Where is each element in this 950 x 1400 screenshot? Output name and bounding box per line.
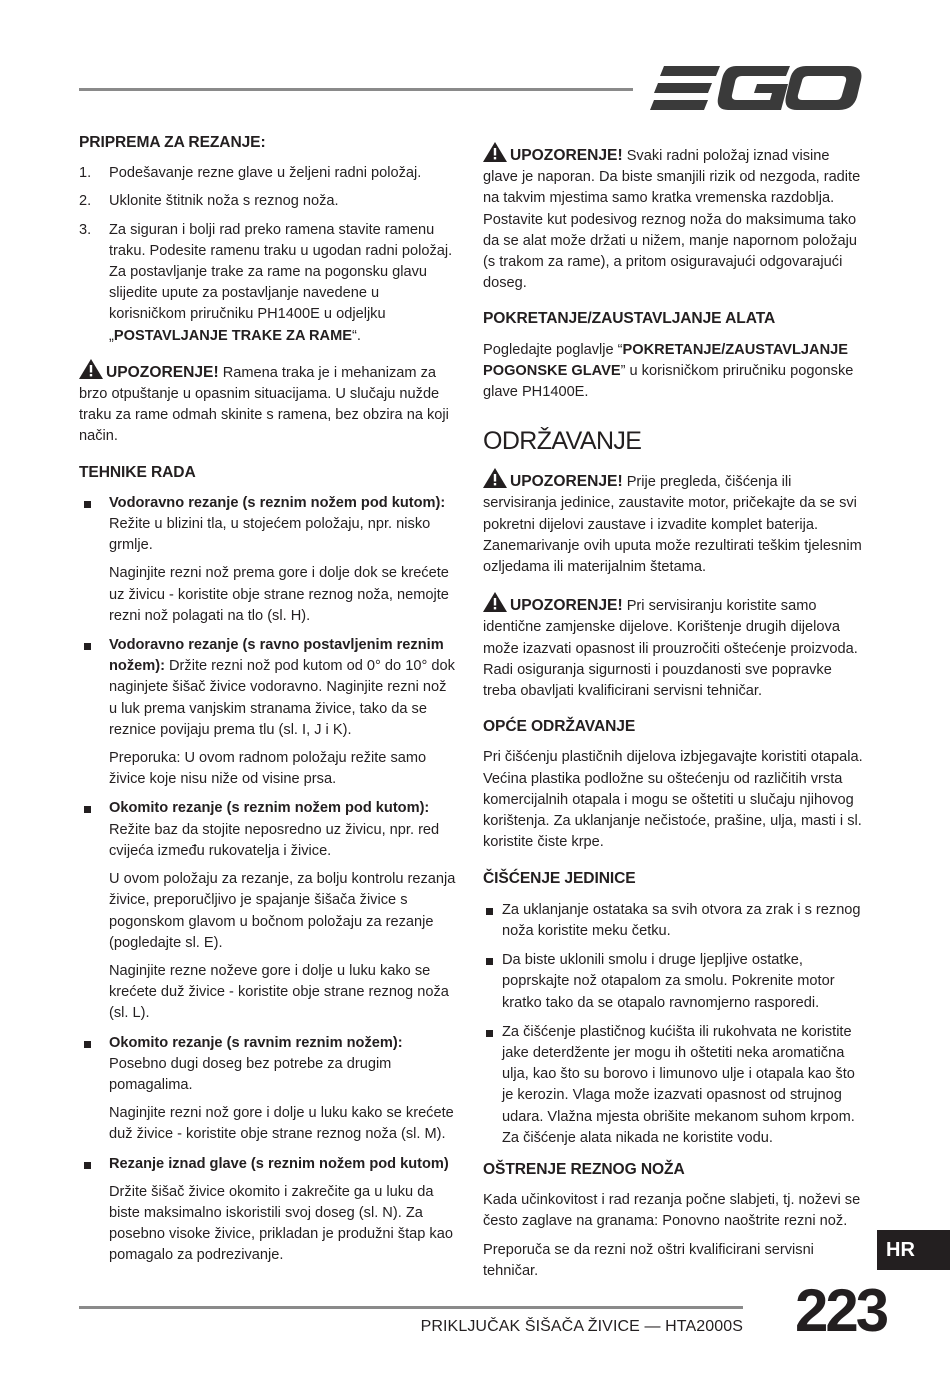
start-stop-text — [483, 340, 863, 404]
technique-title: Rezanje iznad glave (s reznim nožem pod kutom) — [109, 1155, 449, 1172]
technique-item — [79, 1033, 457, 1146]
bullet-square-icon — [486, 908, 493, 915]
cleaning-item-text: Da biste uklonili smolu i druge ljepljive ostatke, poprskajte nož otapalom za smolu. Pokrenite motor kratko tako da se otapalo ravnomjerno rasporedi. — [502, 952, 835, 1011]
warning-text: Svaki radni položaj iznad visine glave je naporan. Da biste smanjili rizik od nezgoda, radite na takvim mjestima samo kratka vremenska razdoblja. Postavite kut podesivog reznog noža do maksimuma tako da se alat može držati u nižem, manje napornom položaju (s trakom za rame), a pritom osiguravajući odgovarajući doseg. — [483, 148, 861, 292]
ego-logo — [650, 64, 862, 112]
prep-heading: PRIPREMA ZA REZANJE: — [79, 134, 266, 151]
warning-label: UPOZORENJE! — [510, 597, 623, 615]
language-tab: HR — [877, 1230, 950, 1270]
technique-text: Posebno dugi doseg bez potrebe za drugim pomagalima. — [109, 1055, 392, 1093]
warning-triangle-icon — [79, 359, 103, 379]
techniques-heading: TEHNIKE RADA — [79, 463, 196, 481]
prep-step — [79, 191, 457, 212]
warning-triangle-icon — [483, 468, 507, 488]
warning-shoulder-strap — [79, 359, 457, 448]
warning-text: Pri servisiranju koristite samo identične zamjenske dijelove. Korištenje drugih dijelova može izazvati opasnost ili prouzročiti oštećenje proizvoda. Radi osiguranja sigurnosti i pouzdanosti sve popravke treba obavljati kvalificirani servisni tehničar. — [483, 598, 858, 700]
warning-triangle-icon — [483, 592, 507, 612]
technique-text: Držite rezni nož pod kutom od 0° do 10° dok naginjete šišač živice vodoravno. Naginjite rezni nož u luk prema vanjskim stranama živice, tako da se reznice povijaju prema tlu (sl. I, J i K). — [109, 658, 455, 738]
warning-spare-parts — [483, 592, 863, 702]
step-number: 1. — [79, 165, 92, 182]
bullet-square-icon — [84, 501, 91, 508]
maintenance-heading: ODRŽAVANJE — [483, 427, 642, 456]
sharpening-text: Kada učinkovitost i rad rezanja počne slabjeti, tj. noževi se često zaglave na granama: Ponovno naoštrite rezni nož. — [483, 1192, 861, 1230]
warning-label: UPOZORENJE! — [510, 147, 623, 164]
warning-label: UPOZORENJE! — [106, 363, 219, 381]
technique-note: U ovom položaju za rezanje, za bolju kontrolu rezanja živice, preporučljivo je spajanje šišača živice s pogonskom glavom u bočnom položaju za rezanje (pogledajte sl. E). — [109, 871, 456, 951]
technique-note: Naginjite rezne noževe gore i dolje u luku kako se krećete duž živice - koristite obje strane reznog noža (sl. L). — [109, 962, 449, 1022]
sharpening-recommendation: Preporuča se da rezni nož oštri kvalificirani servisni tehničar. — [483, 1241, 814, 1279]
technique-note: Naginjite rezni nož gore i dolje u luku kako se krećete duž živice - koristite obje strane reznog noža (sl. M). — [109, 1105, 454, 1143]
bullet-square-icon — [486, 958, 493, 965]
technique-note: Preporuka: U ovom radnom položaju režite samo živice koje nisu niže od visine prsa. — [109, 750, 427, 788]
warning-text: Prije pregleda, čišćenja ili servisiranja jedinice, zaustavite motor, pričekajte da se svi pokretni dijelovi zaustave i izvadite komplet baterija. Zanemarivanje ovih uputa može rezultirati teškim tjelesnim ozljedama ili materijalnim štetama. — [483, 474, 862, 576]
sharpening-heading: OŠTRENJE REZNOG NOŽA — [483, 1160, 685, 1178]
technique-text: Režite u blizini tla, u stojećem položaju, npr. nisko grmlje. — [109, 516, 431, 554]
cleaning-item-text: Za uklanjanje ostataka sa svih otvora za zrak i s reznog noža koristite meku četku. — [502, 901, 861, 939]
step-text: Za siguran i bolji rad preko ramena stavite ramenu traku. Podesite ramenu traku u ugodan radni položaj. Za postavljanje trake za rame na pogonsku glavu slijedite upute za postavljanje navedene u korisničkom priručniku PH1400E u odjeljku „ — [109, 221, 453, 344]
step-text: Uklonite štitnik noža s reznog noža. — [109, 193, 339, 210]
general-maintenance-heading: OPĆE ODRŽAVANJE — [483, 718, 636, 736]
technique-note: Naginjite rezni nož prema gore i dolje dok se krećete uz živicu - koristite obje strane reznog noža, nemojte rezni nož polagati na tlo (sl. H). — [109, 565, 449, 624]
technique-title: Vodoravno rezanje (s ravno postavljenim reznim nožem): — [109, 637, 444, 675]
bullet-square-icon — [486, 1030, 493, 1037]
warning-before-service — [483, 468, 863, 578]
footer-title: PRIKLJUČAK ŠIŠAČA ŽIVICE — HTA2000S — [420, 1318, 743, 1335]
warning-triangle-icon — [483, 142, 507, 162]
technique-item — [79, 493, 457, 627]
header-rule — [79, 88, 633, 91]
general-maintenance-text: Pri čišćenju plastičnih dijelova izbjegavajte koristiti otapala. Većina plastika podložne su oštećenju od različitih vrsta komercijalnih otapala i mogu se oštetiti u slučaju njihovog korištenja. Za uklanjanje nečistoće, prašine, ulja, masti i sl. koristite čiste krpe. — [483, 749, 863, 851]
cleaning-item-text: Za čišćenje plastičnog kućišta ili rukohvata ne koristite jake deterdžente jer mogu ih oštetiti neka aromatična ulja, kao što su borovo i limunovo ulje i otapala kao što je kerozin. Vlaga može izazvati opasnost od strujnog udara. Vlažna mjesta obrišite mekanom suhom krpom. Za čišćenje alata nikada ne koristite vodu. — [502, 1023, 855, 1146]
step-text: Podešavanje rezne glave u željeni radni položaj. — [109, 165, 422, 182]
start-stop-post: ” u korisničkom priručniku pogonske glave PH1400E. — [483, 362, 854, 401]
cleaning-item — [483, 900, 863, 942]
step-bold-ref: POSTAVLJANJE TRAKE ZA RAME — [113, 327, 352, 344]
technique-title: Okomito rezanje (s ravnim reznim nožem): — [109, 1034, 403, 1051]
bullet-square-icon — [84, 643, 91, 650]
technique-item — [79, 798, 457, 1024]
left-column — [79, 132, 457, 1277]
step-tail: “. — [351, 327, 361, 344]
warning-label: UPOZORENJE! — [510, 473, 623, 491]
prep-step — [79, 163, 457, 184]
start-stop-pre: Pogledajte poglavlje “ — [483, 341, 623, 358]
right-column — [483, 142, 863, 1289]
cleaning-item — [483, 1022, 863, 1149]
step-number: 2. — [79, 193, 92, 210]
cleaning-list — [483, 900, 863, 1149]
technique-title: Okomito rezanje (s reznim nožem pod kutom): — [109, 800, 430, 817]
prep-step — [79, 220, 457, 347]
technique-text: Režite baz da stojite neposredno uz živicu, npr. red cvijeća između rukovatelja i živice. — [109, 821, 440, 859]
cleaning-item — [483, 950, 863, 1014]
technique-note: Držite šišač živice okomito i zakrečite ga u luku da biste maksimalno iskoristili svoj doseg (sl. N). Za posebno visoke živice, prikladan je produžni štap kao pomagalo za podrezivanje. — [109, 1183, 453, 1264]
page-number: 223 — [795, 1277, 887, 1344]
techniques-list — [79, 493, 457, 1267]
warning-text: Ramena traka je i mehanizam za brzo otpuštanje u opasnim situacijama. U slučaju nužde traku za rame odmah skinite s ramena, bez obzira na koji način. — [79, 364, 449, 445]
start-stop-ref: POKRETANJE/ZAUSTAVLJANJE POGONSKE GLAVE — [483, 341, 848, 379]
technique-item — [79, 635, 457, 790]
bullet-square-icon — [84, 806, 91, 813]
step-number: 3. — [79, 221, 92, 238]
footer-rule — [79, 1306, 743, 1309]
warning-overhead — [483, 142, 863, 294]
prep-steps — [79, 163, 457, 347]
bullet-square-icon — [84, 1041, 91, 1048]
cleaning-heading: ČIŠĆENJE JEDINICE — [483, 870, 636, 888]
start-stop-heading: POKRETANJE/ZAUSTAVLJANJE ALATA — [483, 310, 776, 328]
bullet-square-icon — [84, 1162, 91, 1169]
technique-item — [79, 1154, 457, 1267]
technique-title: Vodoravno rezanje (s reznim nožem pod kutom): — [109, 494, 446, 511]
